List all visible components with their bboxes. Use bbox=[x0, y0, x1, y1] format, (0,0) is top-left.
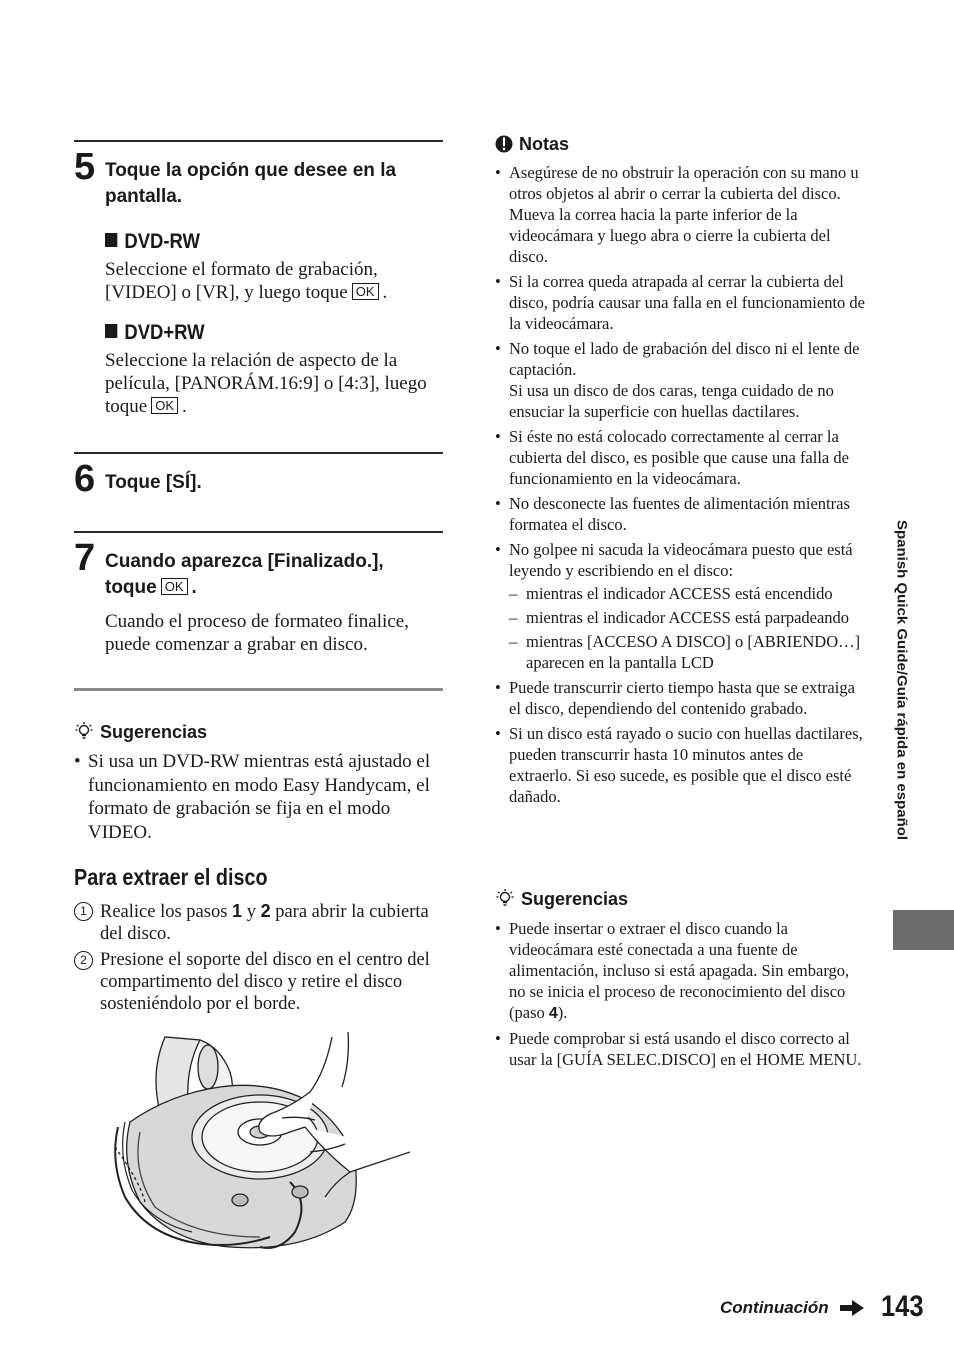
note-warning-icon bbox=[495, 135, 513, 153]
sub-list-item: – mientras [ACCESO A DISCO] o [ABRIENDO…] aparecen en la pantalla LCD bbox=[509, 631, 870, 673]
dvd-plus-rw-text-end: . bbox=[182, 396, 187, 417]
note-text: Si usa un disco de dos caras, tenga cuidado de no ensuciar la superficie con huellas dactilares. bbox=[509, 381, 834, 421]
step-number: 5 bbox=[74, 146, 96, 188]
step7-heading-end: . bbox=[191, 577, 197, 598]
notes-list bbox=[495, 162, 870, 811]
sub-list-item: – mientras el indicador ACCESS está encendido bbox=[509, 583, 870, 604]
lightbulb-icon bbox=[74, 721, 94, 741]
dvd-rw-heading bbox=[105, 229, 200, 255]
notes-title: Notas bbox=[519, 134, 570, 154]
list-item: • Puede comprobar si está usando el disco correcto al usar la [GUÍA SELEC.DISCO] en el HOME MENU. bbox=[495, 1028, 865, 1070]
extract-steps bbox=[74, 900, 444, 1019]
step-number: 6 bbox=[74, 458, 96, 500]
list-item bbox=[74, 900, 444, 945]
side-section-label bbox=[893, 520, 933, 904]
extract-item1-mid: y bbox=[242, 902, 261, 922]
tip-text: Puede insertar o extraer el disco cuando la videocámara esté conectada a una fuente de alimentación, incluso si está apagada. Sin embargo, no se inicia el proceso de reconocimiento del disco (paso bbox=[509, 919, 850, 1022]
ok-button-icon: OK bbox=[151, 397, 178, 414]
dvd-rw-title: DVD-RW bbox=[124, 230, 200, 253]
step7-rule bbox=[74, 531, 443, 533]
extract-title: Para extraer el disco bbox=[74, 864, 268, 890]
dvd-rw-text bbox=[105, 258, 450, 304]
list-item: • Puede transcurrir cierto tiempo hasta que se extraiga el disco, dependiendo del contenido grabado. bbox=[495, 677, 870, 719]
list-item: • Si un disco está rayado o sucio con huellas dactilares, pueden transcurrir hasta 10 minutos antes de extraerlo. Si eso sucede, es posible que el disco esté dañado. bbox=[495, 723, 870, 807]
square-bullet-icon bbox=[105, 324, 117, 338]
sub-list-item: – mientras el indicador ACCESS está parpadeando bbox=[509, 607, 870, 628]
circled-number: 1 bbox=[74, 902, 93, 921]
side-label-text: Spanish Quick Guide/Guía rápida en español bbox=[893, 520, 911, 841]
note-text: No toque el lado de grabación del disco ni el lente de captación. bbox=[509, 339, 860, 379]
step7-heading-text: Cuando aparezca [Finalizado.], toque bbox=[105, 551, 384, 598]
list-item bbox=[495, 338, 870, 422]
step7-text: Cuando el proceso de formateo finalice, puede comenzar a grabar en disco. bbox=[105, 611, 409, 655]
step6-rule bbox=[74, 452, 443, 454]
notes-heading bbox=[495, 133, 569, 155]
note-text: No golpee ni sacuda la videocámara puesto que está leyendo y escribiendo en el disco: bbox=[509, 540, 853, 580]
tips-list bbox=[74, 750, 444, 844]
extract-item1-end: para abrir la cubierta del disco. bbox=[100, 902, 429, 944]
tips-heading-right bbox=[495, 888, 628, 910]
tips-list-right bbox=[495, 918, 865, 1074]
camcorder-disc-illustration bbox=[110, 1032, 410, 1257]
circled-number: 2 bbox=[74, 951, 93, 970]
ok-button-icon: OK bbox=[161, 578, 188, 595]
dvd-rw-text-end: . bbox=[382, 282, 388, 303]
section-tab bbox=[893, 910, 954, 950]
extract-item2-text: Presione el soporte del disco en el centro del compartimento del disco y retire el disco sosteniéndolo por el borde. bbox=[100, 950, 430, 1014]
step-heading bbox=[105, 549, 425, 601]
dvd-rw-text-body: Seleccione el formato de grabación, [VIDEO] o [VR], y luego toque bbox=[105, 259, 378, 303]
bold-step-ref: 2 bbox=[260, 901, 271, 921]
page-number: 143 bbox=[881, 1290, 924, 1323]
square-bullet-icon bbox=[105, 233, 117, 247]
tips-title: Sugerencias bbox=[100, 722, 208, 742]
section-divider bbox=[74, 688, 443, 691]
dvd-plus-rw-title: DVD+RW bbox=[124, 321, 205, 344]
step-number: 7 bbox=[74, 537, 96, 579]
list-item: • Asegúrese de no obstruir la operación con su mano u otros objetos al abrir o cerrar la cubierta del disco. Mueva la correa hacia la parte inferior de la videocámara y luego abra o cierre la cubierta del disco. bbox=[495, 162, 870, 267]
tip-text-end: ). bbox=[557, 1003, 568, 1022]
list-item bbox=[495, 539, 870, 673]
sub-list bbox=[509, 583, 870, 673]
list-item: • No desconecte las fuentes de alimentación mientras formatea el disco. bbox=[495, 493, 870, 535]
continuation-label: Continuación bbox=[720, 1298, 829, 1317]
step-heading: Toque la opción que desee en la pantalla. bbox=[105, 160, 397, 207]
step-heading: Toque [SÍ]. bbox=[105, 472, 202, 493]
list-item: • Si éste no está colocado correctamente al cerrar la cubierta del disco, es posible que cause una falla de funcionamiento en la videocámara. bbox=[495, 426, 870, 489]
dvd-plus-rw-text-body: Seleccione la relación de aspecto de la película, [PANORÁM.16:9] o [4:3], luego toque bbox=[105, 350, 427, 417]
tips-heading bbox=[74, 721, 207, 743]
ok-button-icon: OK bbox=[352, 283, 379, 300]
list-item: • Si la correa queda atrapada al cerrar la cubierta del disco, podría causar una falla en el funcionamiento de la videocámara. bbox=[495, 271, 870, 334]
list-item: • Si usa un DVD-RW mientras está ajustado el funcionamiento en modo Easy Handycam, el formato de grabación se fija en el modo VIDEO. bbox=[74, 750, 444, 844]
list-item bbox=[74, 949, 444, 1015]
bold-step-ref: 1 bbox=[232, 901, 243, 921]
extract-item1-text: Realice los pasos bbox=[100, 902, 233, 922]
bold-step-ref: 4 bbox=[548, 1005, 558, 1022]
dvd-plus-rw-text bbox=[105, 349, 440, 418]
tips-title: Sugerencias bbox=[521, 889, 629, 909]
lightbulb-icon bbox=[495, 888, 515, 908]
list-item bbox=[495, 918, 865, 1024]
dvd-plus-rw-heading bbox=[105, 320, 205, 346]
arrow-right-icon bbox=[840, 1300, 864, 1316]
step5-rule bbox=[74, 140, 443, 142]
